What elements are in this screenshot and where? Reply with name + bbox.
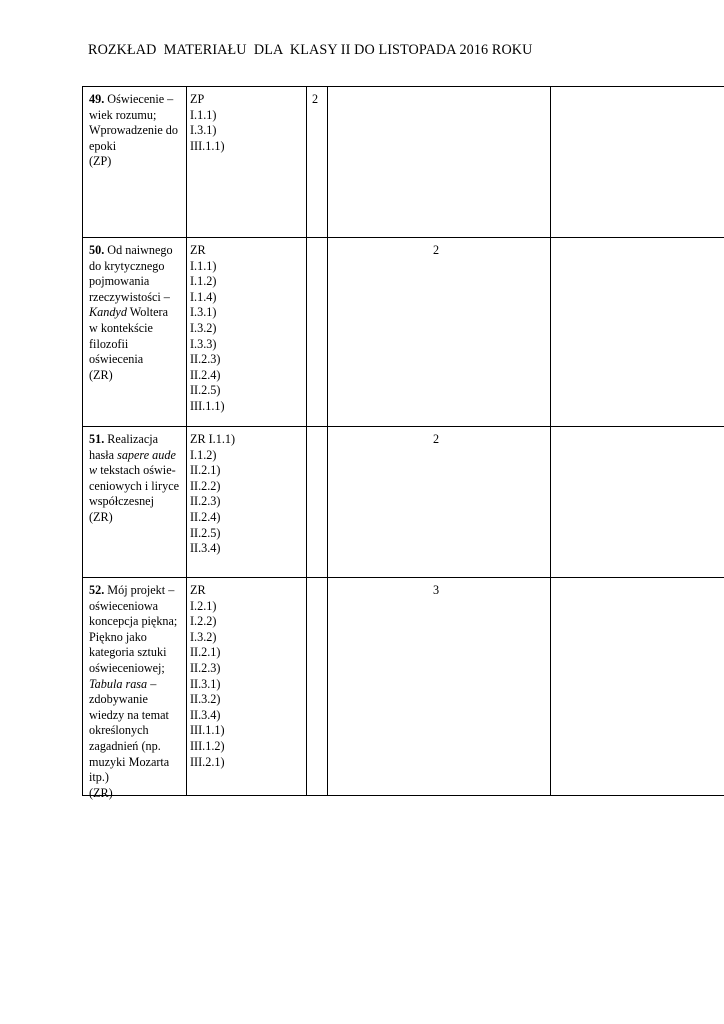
topic-line (89, 139, 185, 155)
topic-line (89, 661, 185, 677)
page-title: ROZKŁAD MATERIAŁU DLA KLASY II DO LISTOPADA 2016 ROKU (88, 42, 533, 58)
column-divider (327, 86, 328, 796)
topic-text: oświeceniowa (89, 598, 159, 613)
column-divider (186, 86, 187, 796)
curriculum-code: III.1.1) (190, 723, 225, 738)
curriculum-code: I.3.2) (190, 629, 217, 644)
topic-cell (89, 92, 185, 170)
curriculum-code: II.2.3) (190, 660, 221, 675)
topic-line (89, 692, 185, 708)
topic-text: oświecenia (89, 352, 144, 367)
row-divider (82, 577, 724, 578)
topic-text: rzeczywistości – (89, 289, 170, 304)
topic-line (89, 583, 185, 599)
topic-italic-text: w (89, 463, 98, 478)
curriculum-code: II.2.2) (190, 478, 221, 493)
curriculum-code: I.1.1) (190, 107, 217, 122)
topic-line (89, 274, 185, 290)
lesson-number: 50. (89, 243, 105, 257)
curriculum-code: II.3.4) (190, 707, 221, 722)
topic-text: pojmowania (89, 274, 150, 289)
topic-text: epoki (89, 138, 117, 153)
curriculum-code: II.3.2) (190, 692, 221, 707)
lesson-number: 51. (89, 432, 105, 446)
curriculum-code: ZR (190, 243, 206, 257)
topic-text: Piękno jako (89, 629, 147, 644)
topic-line (89, 463, 185, 479)
hours-cell: 3 (433, 583, 440, 597)
topic-text: wiedzy na temat (89, 707, 169, 722)
topic-line (89, 337, 185, 353)
curriculum-code: I.2.2) (190, 614, 217, 629)
topic-line (89, 352, 185, 368)
curriculum-codes-cell (190, 432, 302, 557)
topic-text: wiek rozumu; (89, 107, 157, 122)
row-divider (82, 426, 724, 427)
topic-line (89, 305, 185, 321)
topic-text: do krytycznego (89, 258, 165, 273)
topic-line (89, 479, 185, 495)
topic-text: koncepcja piękna; (89, 614, 178, 629)
topic-text: itp.) (89, 770, 109, 785)
topic-line (89, 614, 185, 630)
topic-text: ceniowych i liryce (89, 478, 180, 493)
lesson-number: 52. (89, 583, 105, 597)
topic-line (89, 432, 185, 448)
curriculum-code: I.2.1) (190, 598, 217, 613)
hours-cell: 2 (433, 432, 440, 446)
topic-cell (89, 432, 185, 526)
topic-text: określonych (89, 723, 149, 738)
topic-text: tekstach oświe- (97, 463, 176, 478)
topic-line (89, 599, 185, 615)
curriculum-code: II.2.5) (190, 383, 221, 398)
topic-text: (ZR) (89, 509, 113, 524)
topic-text: hasła (89, 447, 118, 462)
topic-line (89, 368, 185, 384)
curriculum-code: II.2.1) (190, 645, 221, 660)
curriculum-code: I.1.2) (190, 274, 217, 289)
curriculum-code: II.2.5) (190, 525, 221, 540)
curriculum-code: I.3.1) (190, 305, 217, 320)
topic-text: Mój projekt – (107, 583, 175, 597)
topic-line (89, 510, 185, 526)
topic-line (89, 786, 185, 802)
topic-text: Wprowadzenie do (89, 123, 178, 138)
topic-line (89, 645, 185, 661)
topic-text: filozofii (89, 336, 129, 351)
curriculum-code: II.2.4) (190, 367, 221, 382)
topic-text: (ZR) (89, 367, 113, 382)
curriculum-code: II.2.1) (190, 463, 221, 478)
topic-cell (89, 243, 185, 383)
row-divider (82, 237, 724, 238)
topic-line (89, 108, 185, 124)
topic-line (89, 708, 185, 724)
topic-text: Oświecenie – (107, 92, 174, 106)
topic-text: w kontekście (89, 320, 153, 335)
topic-text: – (147, 676, 157, 691)
topic-line (89, 92, 185, 108)
curriculum-codes-cell (190, 92, 302, 154)
topic-line (89, 290, 185, 306)
topic-line (89, 123, 185, 139)
topic-line (89, 723, 185, 739)
hours-cell: 2 (433, 243, 440, 257)
topic-text: Woltera (126, 305, 169, 320)
curriculum-code: I.3.3) (190, 336, 217, 351)
topic-line (89, 243, 185, 259)
topic-text: Od naiwnego (107, 243, 173, 257)
topic-line (89, 321, 185, 337)
curriculum-code: ZR I.1.1) (190, 432, 236, 446)
topic-line (89, 677, 185, 693)
topic-text: (ZP) (89, 154, 112, 169)
topic-text: Realizacja (107, 432, 159, 446)
topic-line (89, 154, 185, 170)
topic-text: oświeceniowej; (89, 660, 165, 675)
curriculum-code: III.1.1) (190, 398, 225, 413)
topic-line (89, 739, 185, 755)
topic-text: kategoria sztuki (89, 645, 167, 660)
curriculum-code: II.3.1) (190, 676, 221, 691)
curriculum-code: ZP (190, 92, 205, 106)
column-divider (550, 86, 551, 796)
hours-cell: 2 (312, 92, 319, 106)
curriculum-code: II.2.3) (190, 494, 221, 509)
curriculum-code: I.3.2) (190, 320, 217, 335)
topic-cell (89, 583, 185, 801)
column-divider (306, 86, 307, 796)
topic-text: (ZR) (89, 785, 113, 800)
topic-italic-text: sapere aude (117, 447, 176, 462)
curriculum-code: III.1.1) (190, 138, 225, 153)
curriculum-code: I.1.1) (190, 258, 217, 273)
topic-text: współczesnej (89, 494, 154, 509)
curriculum-code: I.3.1) (190, 123, 217, 138)
topic-line (89, 259, 185, 275)
topic-text: zagadnień (np. (89, 738, 161, 753)
topic-text: zdobywanie (89, 692, 148, 707)
topic-line (89, 630, 185, 646)
topic-line (89, 494, 185, 510)
curriculum-code: ZR (190, 583, 206, 597)
topic-line (89, 770, 185, 786)
curriculum-code: II.2.3) (190, 352, 221, 367)
curriculum-codes-cell (190, 243, 302, 415)
topic-italic-text: Tabula rasa (89, 676, 148, 691)
curriculum-code: III.2.1) (190, 754, 225, 769)
curriculum-code: II.2.4) (190, 509, 221, 524)
topic-line (89, 755, 185, 771)
curriculum-code: II.3.4) (190, 541, 221, 556)
curriculum-code: III.1.2) (190, 738, 225, 753)
topic-line (89, 448, 185, 464)
topic-italic-text: Kandyd (89, 305, 127, 320)
topic-text: muzyki Mozarta (89, 754, 170, 769)
lesson-number: 49. (89, 92, 105, 106)
curriculum-codes-cell (190, 583, 302, 770)
curriculum-code: I.1.2) (190, 447, 217, 462)
curriculum-code: I.1.4) (190, 289, 217, 304)
